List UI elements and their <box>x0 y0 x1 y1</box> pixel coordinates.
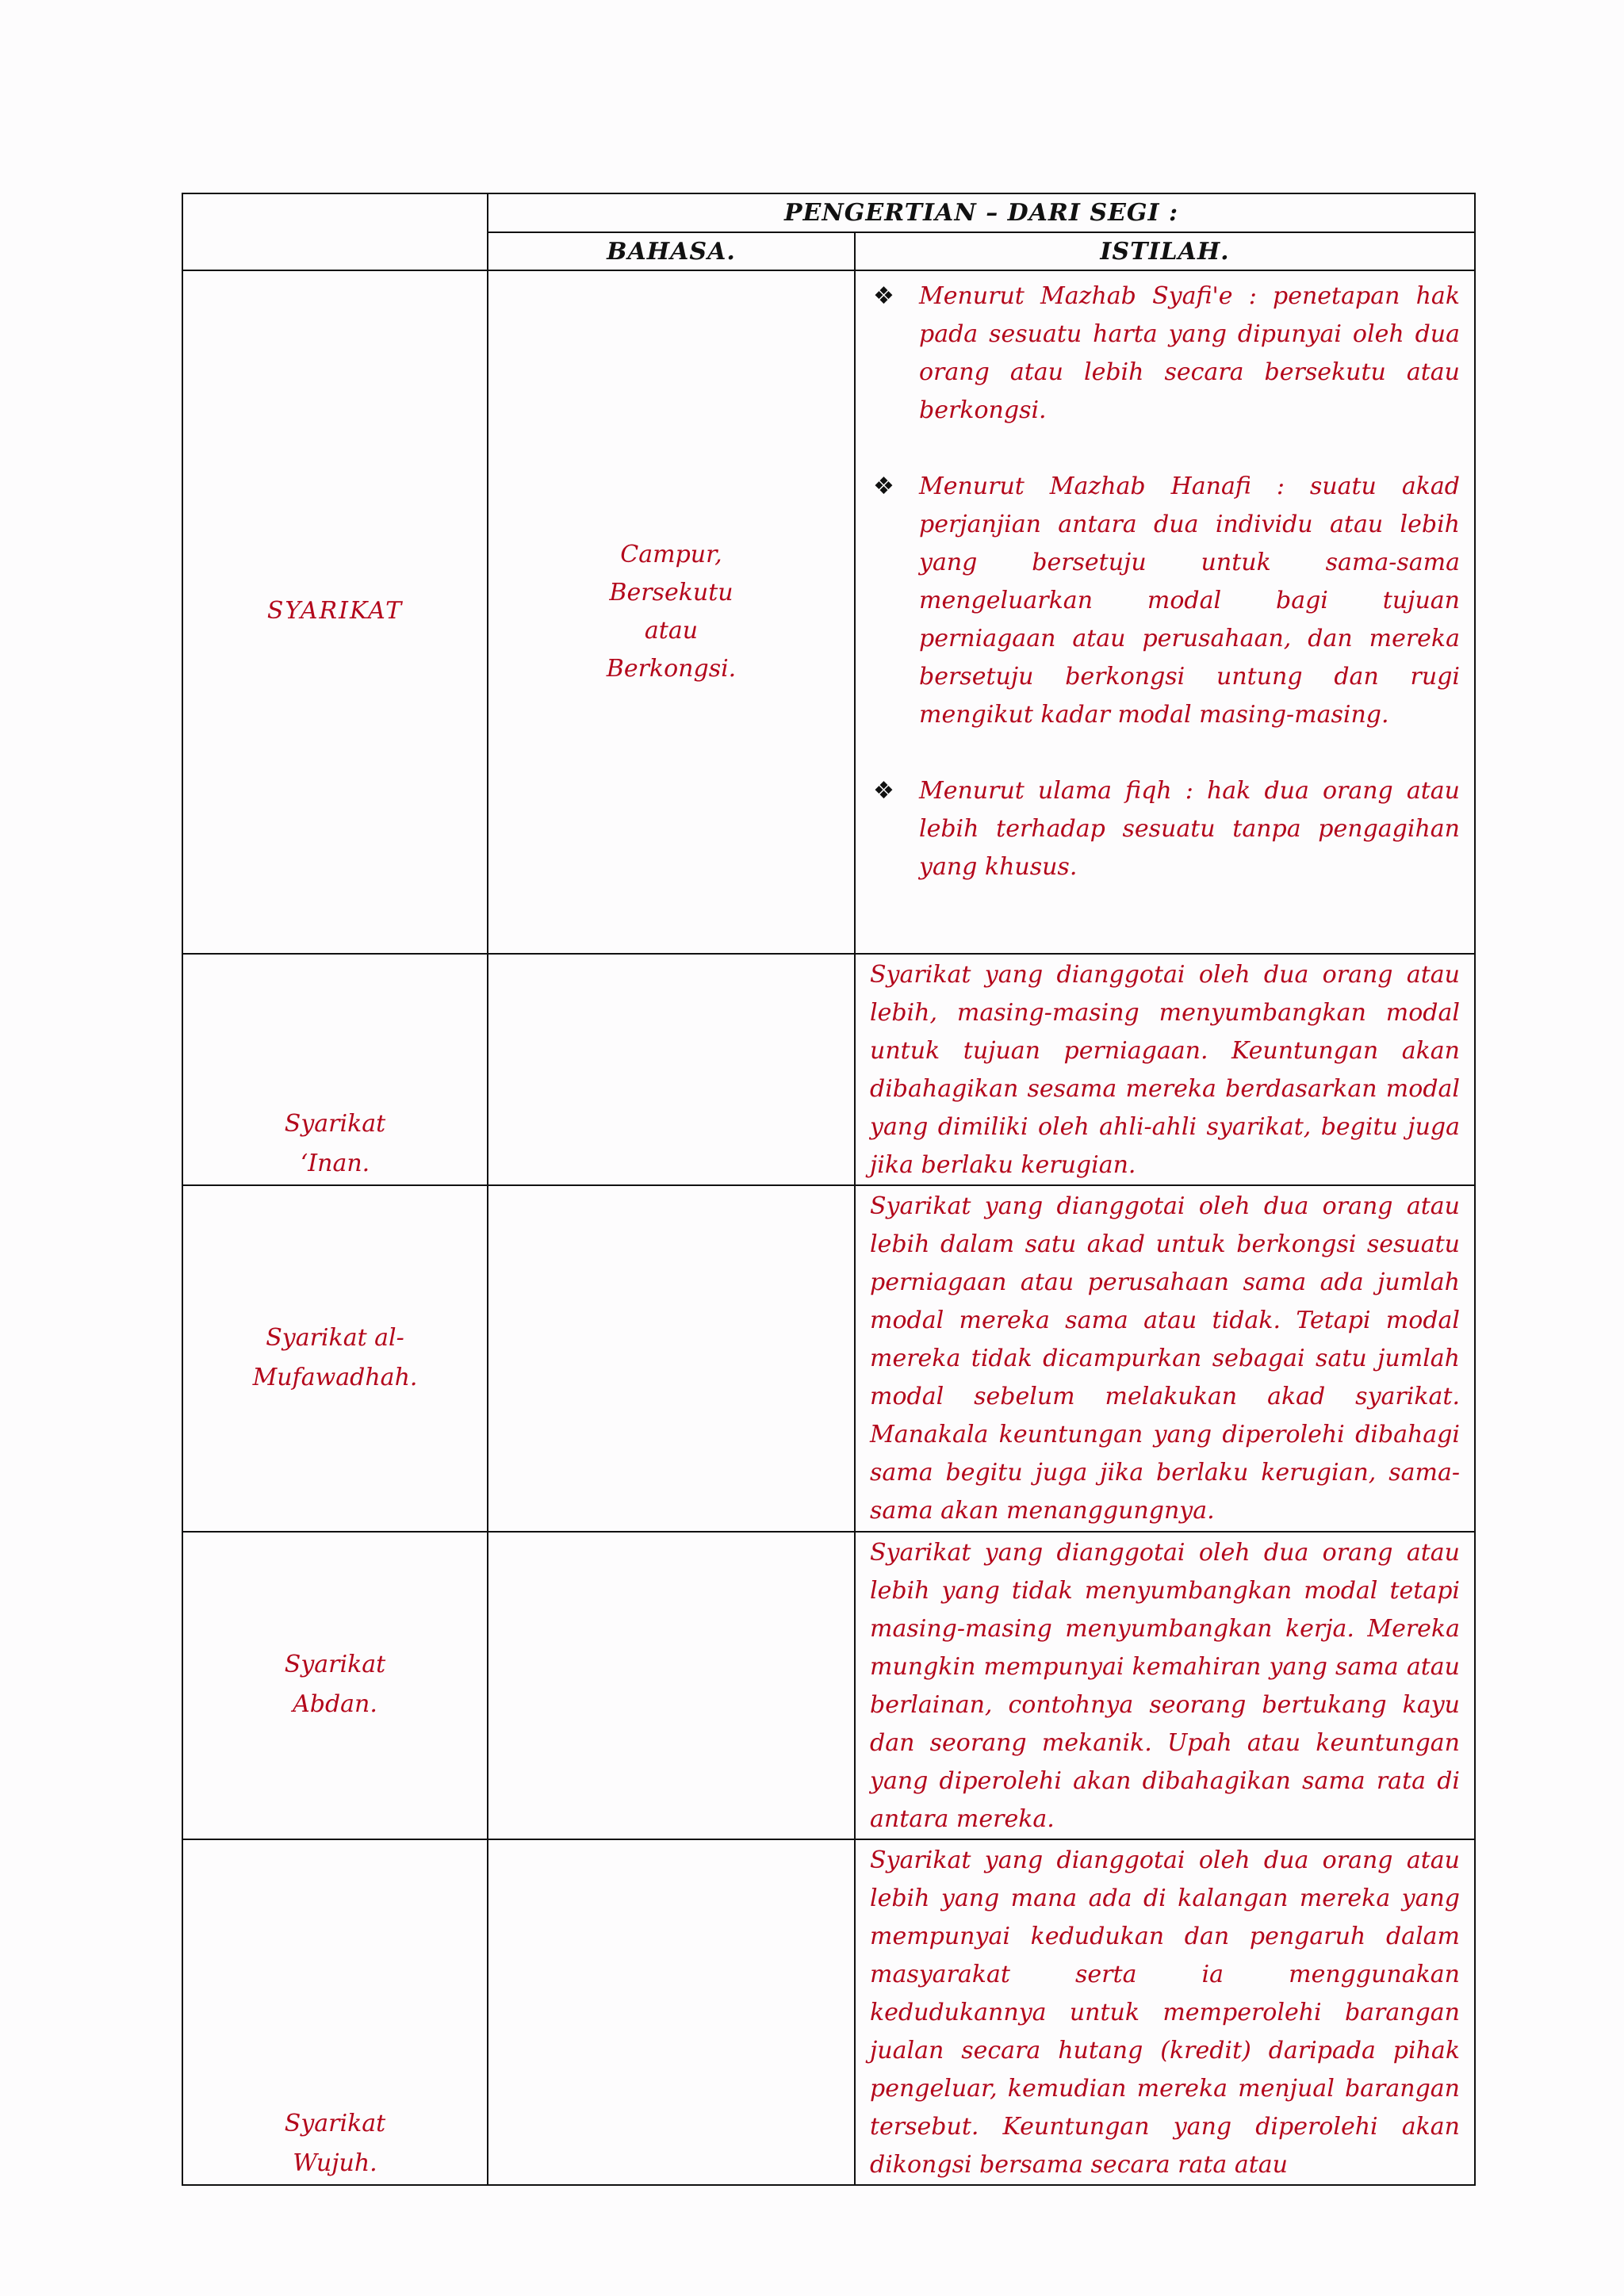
istilah-point-text: Menurut ulama fiqh : hak dua orang atau lebih terhadap sesuatu tanpa pengagihan yang khusus. <box>919 777 1460 881</box>
term-line: Mufawadhah. <box>252 1363 418 1391</box>
term-line: ‘Inan. <box>300 1150 370 1177</box>
term-cell <box>182 954 488 1185</box>
list-item <box>870 772 1460 886</box>
diamond-bullet-icon: ❖ <box>873 473 894 500</box>
bahasa-line: atau <box>644 617 699 645</box>
term-cell <box>182 1839 488 2185</box>
istilah-cell <box>855 1532 1475 1839</box>
header-corner-cell <box>182 193 488 270</box>
term-cell <box>182 270 488 954</box>
header-bahasa-label: BAHASA. <box>488 232 855 270</box>
istilah-cell <box>855 1839 1475 2185</box>
table-row <box>182 1185 1475 1532</box>
bahasa-cell-empty <box>488 954 855 1185</box>
list-item <box>870 277 1460 430</box>
bahasa-line: Berkongsi. <box>606 655 737 683</box>
table-row <box>182 270 1475 954</box>
diamond-bullet-icon: ❖ <box>873 282 894 310</box>
istilah-text: Syarikat yang dianggotai oleh dua orang atau lebih yang tidak menyumbangkan modal tetapi masing-masing menyumbangkan kerja. Mereka mungkin mempunyai kemahiran yang sama atau berlainan, contohnya seorang bertukang kayu dan seorang mekanik. Upah atau keuntungan yang diperolehi akan dibahagikan sama rata di antara mereka. <box>870 1539 1460 1833</box>
bahasa-line: Campur, <box>620 541 722 568</box>
term-line: Abdan. <box>293 1690 377 1718</box>
term-line: Wujuh. <box>293 2149 377 2177</box>
istilah-cell <box>855 1185 1475 1532</box>
header-row-top <box>182 193 1475 232</box>
table-row <box>182 1839 1475 2185</box>
istilah-text: Syarikat yang dianggotai oleh dua orang atau lebih, masing-masing menyumbangkan modal untuk tujuan perniagaan. Keuntungan akan dibahagikan sesama mereka berdasarkan modal yang dimiliki oleh ahli-ahli syarikat, begitu juga jika berlaku kerugian. <box>870 961 1460 1179</box>
table-row <box>182 1532 1475 1839</box>
list-item <box>870 468 1460 734</box>
diamond-bullet-icon: ❖ <box>873 777 894 805</box>
term-line: Syarikat <box>284 1651 386 1678</box>
istilah-cell <box>855 954 1475 1185</box>
istilah-cell <box>855 270 1475 954</box>
term-line: Syarikat al- <box>266 1323 404 1352</box>
bahasa-cell-empty <box>488 1185 855 1532</box>
term-label: SYARIKAT <box>266 597 404 625</box>
term-line: Syarikat <box>284 2110 386 2137</box>
term-cell <box>182 1532 488 1839</box>
bahasa-cell <box>488 270 855 954</box>
istilah-text: Syarikat yang dianggotai oleh dua orang atau lebih dalam satu akad untuk berkongsi sesuatu perniagaan atau perusahaan sama ada jumlah modal mereka sama atau tidak. Tetapi modal mereka tidak dicampurkan sebagai satu jumlah modal sebelum melakukan akad syarikat. Manakala keuntungan yang diperolehi dibahagi sama begitu juga jika berlaku kerugian, sama-sama akan menanggungnya. <box>870 1192 1460 1525</box>
istilah-point-text: Menurut Mazhab Syafi'e : penetapan hak pada sesuatu harta yang dipunyai oleh dua orang atau lebih secara bersekutu atau berkongsi. <box>919 282 1460 424</box>
istilah-point-text: Menurut Mazhab Hanafi : suatu akad perjanjian antara dua individu atau lebih yang bersetuju untuk sama-sama mengeluarkan modal bagi tujuan perniagaan atau perusahaan, dan mereka bersetuju berkongsi untung dan rugi mengikut kadar modal masing-masing. <box>919 473 1460 729</box>
term-cell <box>182 1185 488 1532</box>
bahasa-line: Bersekutu <box>609 579 733 607</box>
header-istilah-label: ISTILAH. <box>855 232 1475 270</box>
header-group-label: PENGERTIAN – DARI SEGI : <box>488 193 1475 232</box>
bahasa-cell-empty <box>488 1532 855 1839</box>
term-line: Syarikat <box>284 1110 386 1138</box>
istilah-text: Syarikat yang dianggotai oleh dua orang atau lebih yang mana ada di kalangan mereka yang mempunyai kedudukan dan pengaruh dalam masyarakat serta ia menggunakan kedudukannya untuk memperolehi barangan jualan secara hutang (kredit) daripada pihak pengeluar, kemudian mereka menjual barangan tersebut. Keuntungan yang diperolehi akan dikongsi bersama secara rata atau <box>870 1846 1460 2179</box>
bahasa-cell-empty <box>488 1839 855 2185</box>
table-row <box>182 954 1475 1185</box>
istilah-bullet-list <box>856 271 1474 886</box>
definition-table <box>182 193 1476 2186</box>
